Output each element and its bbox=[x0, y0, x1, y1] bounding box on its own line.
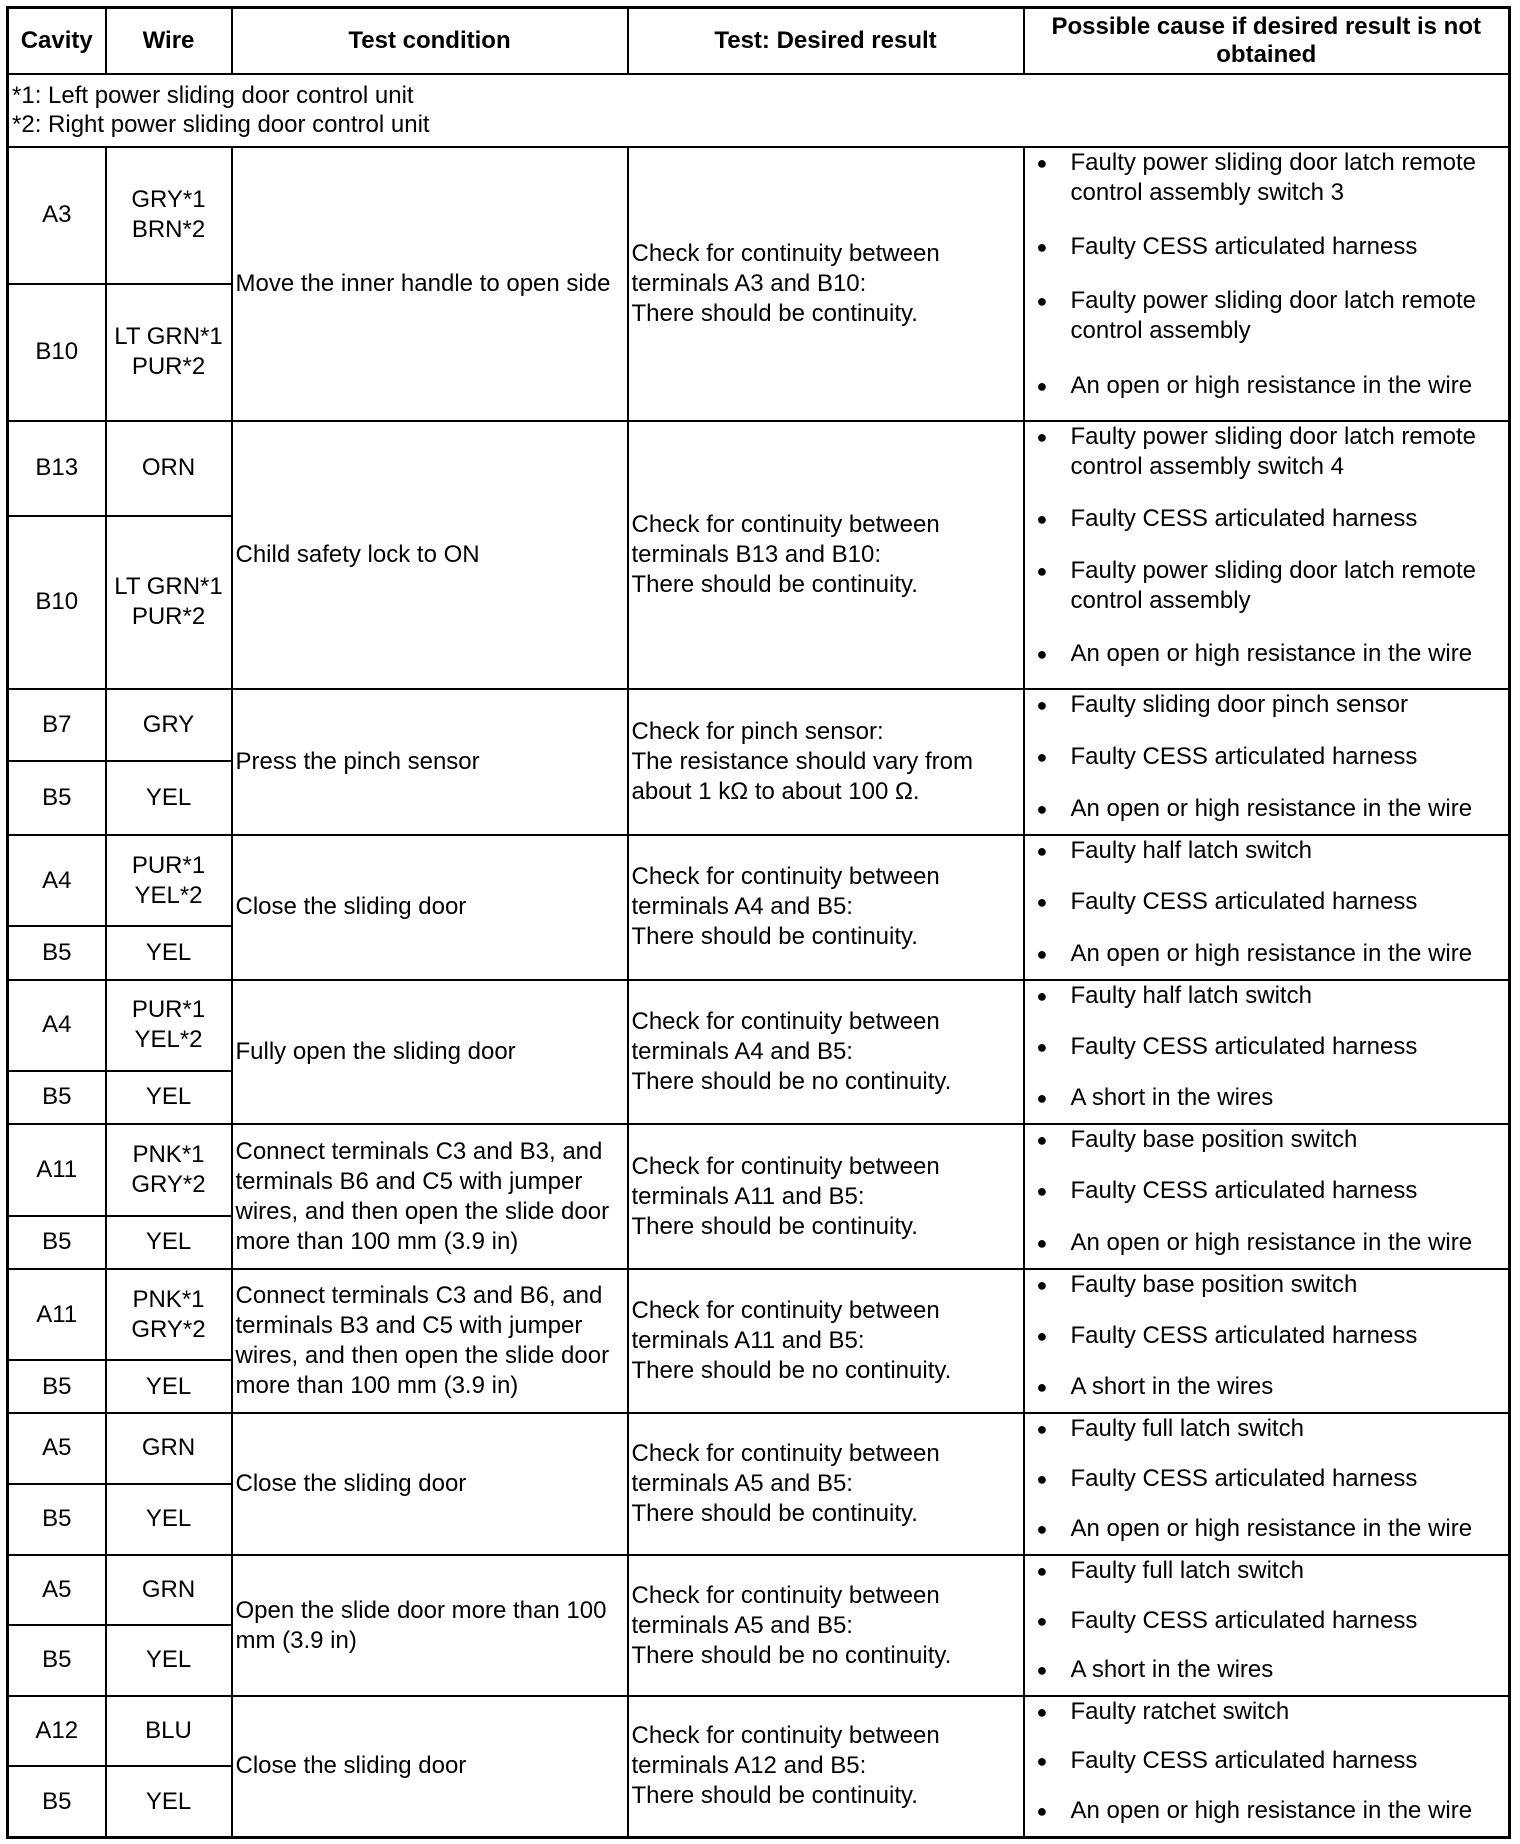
wire-cell bbox=[106, 284, 232, 421]
possible-cause-cell bbox=[1024, 1269, 1510, 1413]
wire-color: YEL*2 bbox=[134, 881, 203, 909]
cause-text: Faulty CESS articulated harness bbox=[1070, 1606, 1418, 1634]
desired-result-cell bbox=[628, 835, 1024, 980]
cause-list bbox=[1037, 422, 1509, 669]
bullet-icon: ● bbox=[1036, 1561, 1048, 1582]
wire-cell bbox=[106, 1124, 232, 1216]
wire-color: PNK*1 bbox=[132, 1140, 205, 1168]
possible-cause-cell bbox=[1024, 835, 1510, 980]
bullet-icon: ● bbox=[1036, 509, 1048, 530]
test-condition-cell: Close the sliding door bbox=[232, 1413, 628, 1555]
cavity-cell: A11 bbox=[8, 1124, 106, 1216]
header-row bbox=[8, 8, 1510, 74]
cause-list bbox=[1037, 148, 1509, 401]
cavity-cell: A4 bbox=[8, 980, 106, 1071]
bullet-icon: ● bbox=[1036, 426, 1048, 447]
cause-list bbox=[1037, 690, 1509, 824]
bullet-icon: ● bbox=[1036, 892, 1048, 913]
cause-text: Faulty CESS articulated harness bbox=[1070, 1322, 1418, 1350]
cavity-cell: B5 bbox=[8, 1360, 106, 1413]
cause-item bbox=[1037, 1796, 1509, 1826]
cause-text: Faulty half latch switch bbox=[1070, 836, 1312, 864]
table-row bbox=[8, 835, 1510, 927]
wire-color: BRN*2 bbox=[131, 216, 206, 244]
bullet-icon: ● bbox=[1036, 943, 1048, 964]
cavity-cell: B5 bbox=[8, 926, 106, 979]
wire-color: LT GRN*1 bbox=[114, 323, 223, 351]
possible-cause-cell bbox=[1024, 1413, 1510, 1555]
bullet-icon: ● bbox=[1036, 291, 1048, 312]
cause-text: Faulty sliding door pinch sensor bbox=[1070, 690, 1409, 718]
cause-text: Faulty CESS articulated harness bbox=[1070, 1032, 1418, 1060]
cause-text: Faulty CESS articulated harness bbox=[1070, 1177, 1418, 1205]
cause-item bbox=[1037, 639, 1509, 669]
test-condition-cell: Fully open the sliding door bbox=[232, 980, 628, 1124]
wire-cell bbox=[106, 1360, 232, 1413]
cavity-cell: A4 bbox=[8, 835, 106, 927]
result-line: Check for continuity between terminals A11 and B5: bbox=[631, 1297, 940, 1355]
wire-color: YEL*2 bbox=[134, 1026, 203, 1054]
cause-item bbox=[1037, 1083, 1509, 1113]
desired-result-cell bbox=[628, 147, 1024, 421]
cavity-cell: B5 bbox=[8, 1071, 106, 1124]
cause-text: Faulty ratchet switch bbox=[1070, 1697, 1290, 1725]
wire-color: YEL bbox=[145, 939, 192, 967]
cause-item bbox=[1037, 1176, 1509, 1206]
wire-cell bbox=[106, 1625, 232, 1696]
cavity-cell: B13 bbox=[8, 421, 106, 516]
result-line: There should be continuity. bbox=[631, 570, 918, 598]
desired-result-cell bbox=[628, 980, 1024, 1124]
diagnostic-table-container bbox=[6, 6, 1508, 1839]
bullet-icon: ● bbox=[1036, 1660, 1048, 1681]
test-condition-cell: Press the pinch sensor bbox=[232, 689, 628, 835]
bullet-icon: ● bbox=[1036, 1751, 1048, 1772]
bullet-icon: ● bbox=[1036, 985, 1048, 1006]
cause-item bbox=[1037, 1697, 1509, 1727]
cause-item bbox=[1037, 794, 1509, 824]
table-row bbox=[8, 980, 1510, 1071]
wire-color: PUR*1 bbox=[131, 996, 206, 1024]
cause-text: Faulty base position switch bbox=[1070, 1125, 1358, 1153]
wire-color: YEL bbox=[145, 1646, 192, 1674]
cavity-cell: A5 bbox=[8, 1555, 106, 1625]
wire-color: ORN bbox=[141, 454, 196, 482]
cause-text: A short in the wires bbox=[1070, 1656, 1274, 1684]
wire-color: YEL bbox=[145, 1787, 192, 1815]
bullet-icon: ● bbox=[1036, 840, 1048, 861]
result-line: There should be continuity. bbox=[631, 923, 918, 951]
cause-text: A short in the wires bbox=[1070, 1373, 1274, 1401]
result-line: Check for continuity between terminals A4 and B5: bbox=[631, 863, 940, 921]
test-condition-cell: Close the sliding door bbox=[232, 1696, 628, 1838]
cause-text: Faulty CESS articulated harness bbox=[1070, 888, 1418, 916]
cavity-cell: A5 bbox=[8, 1413, 106, 1483]
result-line: There should be continuity. bbox=[631, 1782, 918, 1810]
wire-color: LT GRN*1 bbox=[114, 573, 223, 601]
cause-item bbox=[1037, 1606, 1509, 1636]
result-line: There should be continuity. bbox=[631, 299, 918, 327]
cause-text: Faulty CESS articulated harness bbox=[1070, 505, 1418, 533]
bullet-icon: ● bbox=[1036, 1610, 1048, 1631]
table-row bbox=[8, 1124, 1510, 1216]
bullet-icon: ● bbox=[1036, 1129, 1048, 1150]
cause-item bbox=[1037, 148, 1509, 208]
header-desired-result: Test: Desired result bbox=[628, 8, 1024, 74]
wire-color: YEL bbox=[145, 1228, 192, 1256]
wire-color: GRN bbox=[141, 1434, 196, 1462]
bullet-icon: ● bbox=[1036, 236, 1048, 257]
desired-result-cell bbox=[628, 689, 1024, 835]
cause-text: An open or high resistance in the wire bbox=[1070, 371, 1473, 399]
cause-item bbox=[1037, 504, 1509, 534]
wire-cell bbox=[106, 926, 232, 979]
header-wire: Wire bbox=[106, 8, 232, 74]
cause-item bbox=[1037, 1270, 1509, 1300]
header-possible-cause: Possible cause if desired result is not obtained bbox=[1024, 8, 1510, 74]
cavity-cell: A11 bbox=[8, 1269, 106, 1360]
bullet-icon: ● bbox=[1036, 1377, 1048, 1398]
wire-color: PUR*2 bbox=[131, 353, 206, 381]
bullet-icon: ● bbox=[1036, 1701, 1048, 1722]
notes-row bbox=[8, 74, 1510, 147]
wire-cell bbox=[106, 761, 232, 835]
cause-item bbox=[1037, 1514, 1509, 1544]
cavity-cell: B5 bbox=[8, 761, 106, 835]
wire-cell bbox=[106, 1413, 232, 1483]
cause-item bbox=[1037, 1125, 1509, 1155]
result-line: Check for continuity between terminals A12 and B5: bbox=[631, 1722, 940, 1780]
cause-text: Faulty half latch switch bbox=[1070, 981, 1312, 1009]
wire-color: GRN bbox=[141, 1576, 196, 1604]
wire-cell bbox=[106, 1484, 232, 1556]
cause-text: Faulty CESS articulated harness bbox=[1070, 1465, 1418, 1493]
cause-item bbox=[1037, 232, 1509, 262]
wire-color: YEL bbox=[145, 783, 192, 811]
test-condition-cell: Connect terminals C3 and B6, and terminals B3 and C5 with jumper wires, and then open the slide door more than 100 mm (3.9 in) bbox=[232, 1269, 628, 1413]
cause-text: An open or high resistance in the wire bbox=[1070, 1515, 1473, 1543]
cause-text: An open or high resistance in the wire bbox=[1070, 939, 1473, 967]
header-cavity: Cavity bbox=[8, 8, 106, 74]
cause-item bbox=[1037, 939, 1509, 969]
result-line: There should be no continuity. bbox=[631, 1641, 952, 1669]
wire-cell bbox=[106, 835, 232, 927]
test-condition-cell: Connect terminals C3 and B3, and terminals B6 and C5 with jumper wires, and then open the slide door more than 100 mm (3.9 in) bbox=[232, 1124, 628, 1269]
desired-result-cell bbox=[628, 1555, 1024, 1696]
test-condition-cell: Move the inner handle to open side bbox=[232, 147, 628, 421]
cause-text: Faulty power sliding door latch remote control assembly bbox=[1070, 287, 1477, 345]
bullet-icon: ● bbox=[1036, 561, 1048, 582]
cause-text: An open or high resistance in the wire bbox=[1070, 1796, 1473, 1824]
bullet-icon: ● bbox=[1036, 152, 1048, 173]
bullet-icon: ● bbox=[1036, 1800, 1048, 1821]
table-row bbox=[8, 1696, 1510, 1766]
wire-cell bbox=[106, 1766, 232, 1837]
possible-cause-cell bbox=[1024, 1124, 1510, 1269]
possible-cause-cell bbox=[1024, 147, 1510, 421]
cause-item bbox=[1037, 422, 1509, 482]
wire-cell bbox=[106, 980, 232, 1071]
note-right-unit: *2: Right power sliding door control unit bbox=[12, 111, 430, 139]
wire-color: GRY bbox=[142, 710, 195, 738]
cause-text: Faulty power sliding door latch remote control assembly bbox=[1070, 557, 1477, 615]
cause-item bbox=[1037, 1414, 1509, 1444]
cause-item bbox=[1037, 1464, 1509, 1494]
wire-color: PUR*1 bbox=[131, 851, 206, 879]
bullet-icon: ● bbox=[1036, 746, 1048, 767]
wire-cell bbox=[106, 147, 232, 284]
cause-text: Faulty base position switch bbox=[1070, 1271, 1358, 1299]
cavity-cell: B10 bbox=[8, 284, 106, 421]
cause-text: Faulty full latch switch bbox=[1070, 1415, 1304, 1443]
bullet-icon: ● bbox=[1036, 694, 1048, 715]
cause-item bbox=[1037, 1372, 1509, 1402]
result-line: There should be continuity. bbox=[631, 1500, 918, 1528]
note-left-unit: *1: Left power sliding door control unit bbox=[12, 82, 414, 110]
desired-result-cell bbox=[628, 1124, 1024, 1269]
cause-text: An open or high resistance in the wire bbox=[1070, 1228, 1473, 1256]
cause-text: A short in the wires bbox=[1070, 1083, 1274, 1111]
cause-list bbox=[1037, 1414, 1509, 1544]
cavity-cell: B10 bbox=[8, 516, 106, 688]
cause-list bbox=[1037, 836, 1509, 969]
cause-item bbox=[1037, 1032, 1509, 1062]
bullet-icon: ● bbox=[1036, 1519, 1048, 1540]
wire-cell bbox=[106, 1216, 232, 1269]
possible-cause-cell bbox=[1024, 1696, 1510, 1838]
desired-result-cell bbox=[628, 1269, 1024, 1413]
desired-result-cell bbox=[628, 421, 1024, 689]
cause-text: Faulty CESS articulated harness bbox=[1070, 742, 1418, 770]
result-line: There should be no continuity. bbox=[631, 1357, 952, 1385]
possible-cause-cell bbox=[1024, 421, 1510, 689]
cavity-cell: B5 bbox=[8, 1625, 106, 1696]
bullet-icon: ● bbox=[1036, 798, 1048, 819]
wire-color: YEL bbox=[145, 1505, 192, 1533]
cavity-cell: A12 bbox=[8, 1696, 106, 1766]
cause-text: An open or high resistance in the wire bbox=[1070, 794, 1473, 822]
result-line: The resistance should vary from about 1 kΩ to about 100 Ω. bbox=[631, 747, 973, 805]
table-row bbox=[8, 689, 1510, 762]
cause-list bbox=[1037, 1270, 1509, 1402]
cause-item bbox=[1037, 981, 1509, 1011]
bullet-icon: ● bbox=[1036, 1326, 1048, 1347]
cause-item bbox=[1037, 1556, 1509, 1586]
cause-list bbox=[1037, 1125, 1509, 1258]
wire-cell bbox=[106, 689, 232, 762]
bullet-icon: ● bbox=[1036, 1087, 1048, 1108]
bullet-icon: ● bbox=[1036, 1469, 1048, 1490]
wire-color: PUR*2 bbox=[131, 603, 206, 631]
cause-item bbox=[1037, 836, 1509, 866]
table-row bbox=[8, 421, 1510, 516]
cause-text: Faulty power sliding door latch remote control assembly switch 3 bbox=[1070, 148, 1477, 206]
wire-cell bbox=[106, 1555, 232, 1625]
bullet-icon: ● bbox=[1036, 643, 1048, 664]
cause-list bbox=[1037, 1556, 1509, 1685]
possible-cause-cell bbox=[1024, 689, 1510, 835]
cause-item bbox=[1037, 1321, 1509, 1351]
desired-result-cell bbox=[628, 1696, 1024, 1838]
cause-text: Faulty full latch switch bbox=[1070, 1557, 1304, 1585]
cause-list bbox=[1037, 981, 1509, 1113]
cause-item bbox=[1037, 742, 1509, 772]
cavity-cell: B5 bbox=[8, 1484, 106, 1556]
bullet-icon: ● bbox=[1036, 1181, 1048, 1202]
wire-color: BLU bbox=[145, 1717, 192, 1745]
cause-item bbox=[1037, 1228, 1509, 1258]
cause-item bbox=[1037, 1746, 1509, 1776]
cause-item bbox=[1037, 556, 1509, 616]
bullet-icon: ● bbox=[1036, 1419, 1048, 1440]
possible-cause-cell bbox=[1024, 1555, 1510, 1696]
table-row bbox=[8, 1413, 1510, 1483]
cause-text: Faulty power sliding door latch remote control assembly switch 4 bbox=[1070, 422, 1477, 480]
table-row bbox=[8, 1555, 1510, 1625]
result-line: Check for continuity between terminals A5 and B5: bbox=[631, 1440, 940, 1498]
cause-item bbox=[1037, 286, 1509, 346]
bullet-icon: ● bbox=[1036, 1232, 1048, 1253]
table-row bbox=[8, 1269, 1510, 1360]
wire-cell bbox=[106, 421, 232, 516]
wire-cell bbox=[106, 516, 232, 688]
result-line: Check for continuity between terminals A4 and B5: bbox=[631, 1007, 940, 1065]
cause-text: Faulty CESS articulated harness bbox=[1070, 232, 1418, 260]
wire-color: GRY*2 bbox=[131, 1315, 206, 1343]
wire-cell bbox=[106, 1269, 232, 1360]
result-line: Check for continuity between terminals A11 and B5: bbox=[631, 1152, 940, 1210]
bullet-icon: ● bbox=[1036, 1036, 1048, 1057]
result-line: There should be continuity. bbox=[631, 1212, 918, 1240]
cavity-cell: A3 bbox=[8, 147, 106, 284]
bullet-icon: ● bbox=[1036, 1275, 1048, 1296]
cavity-cell: B5 bbox=[8, 1216, 106, 1269]
diagnostic-table bbox=[6, 6, 1511, 1839]
result-line: There should be no continuity. bbox=[631, 1067, 952, 1095]
cause-text: Faulty CESS articulated harness bbox=[1070, 1747, 1418, 1775]
result-line: Check for continuity between terminals A3 and B10: bbox=[631, 239, 940, 297]
cavity-cell: B5 bbox=[8, 1766, 106, 1837]
cause-item bbox=[1037, 371, 1509, 401]
result-line: Check for continuity between terminals B13 and B10: bbox=[631, 510, 940, 568]
cavity-cell: B7 bbox=[8, 689, 106, 762]
wire-color: YEL bbox=[145, 1372, 192, 1400]
wire-cell bbox=[106, 1071, 232, 1124]
table-row bbox=[8, 147, 1510, 284]
test-condition-cell: Child safety lock to ON bbox=[232, 421, 628, 689]
wire-color: GRY*1 bbox=[131, 186, 206, 214]
cause-text: An open or high resistance in the wire bbox=[1070, 639, 1473, 667]
wire-color: PNK*1 bbox=[132, 1285, 205, 1313]
wire-color: GRY*2 bbox=[131, 1170, 206, 1198]
cause-list bbox=[1037, 1697, 1509, 1826]
wire-cell bbox=[106, 1696, 232, 1766]
test-condition-cell: Close the sliding door bbox=[232, 835, 628, 980]
wire-color: YEL bbox=[145, 1083, 192, 1111]
notes-cell bbox=[8, 74, 1510, 147]
test-condition-cell: Open the slide door more than 100 mm (3.9 in) bbox=[232, 1555, 628, 1696]
bullet-icon: ● bbox=[1036, 375, 1048, 396]
result-line: Check for continuity between terminals A5 and B5: bbox=[631, 1581, 940, 1639]
cause-item bbox=[1037, 887, 1509, 917]
header-test-condition: Test condition bbox=[232, 8, 628, 74]
desired-result-cell bbox=[628, 1413, 1024, 1555]
result-line: Check for pinch sensor: bbox=[631, 717, 884, 745]
cause-item bbox=[1037, 1655, 1509, 1685]
possible-cause-cell bbox=[1024, 980, 1510, 1124]
cause-item bbox=[1037, 690, 1509, 720]
